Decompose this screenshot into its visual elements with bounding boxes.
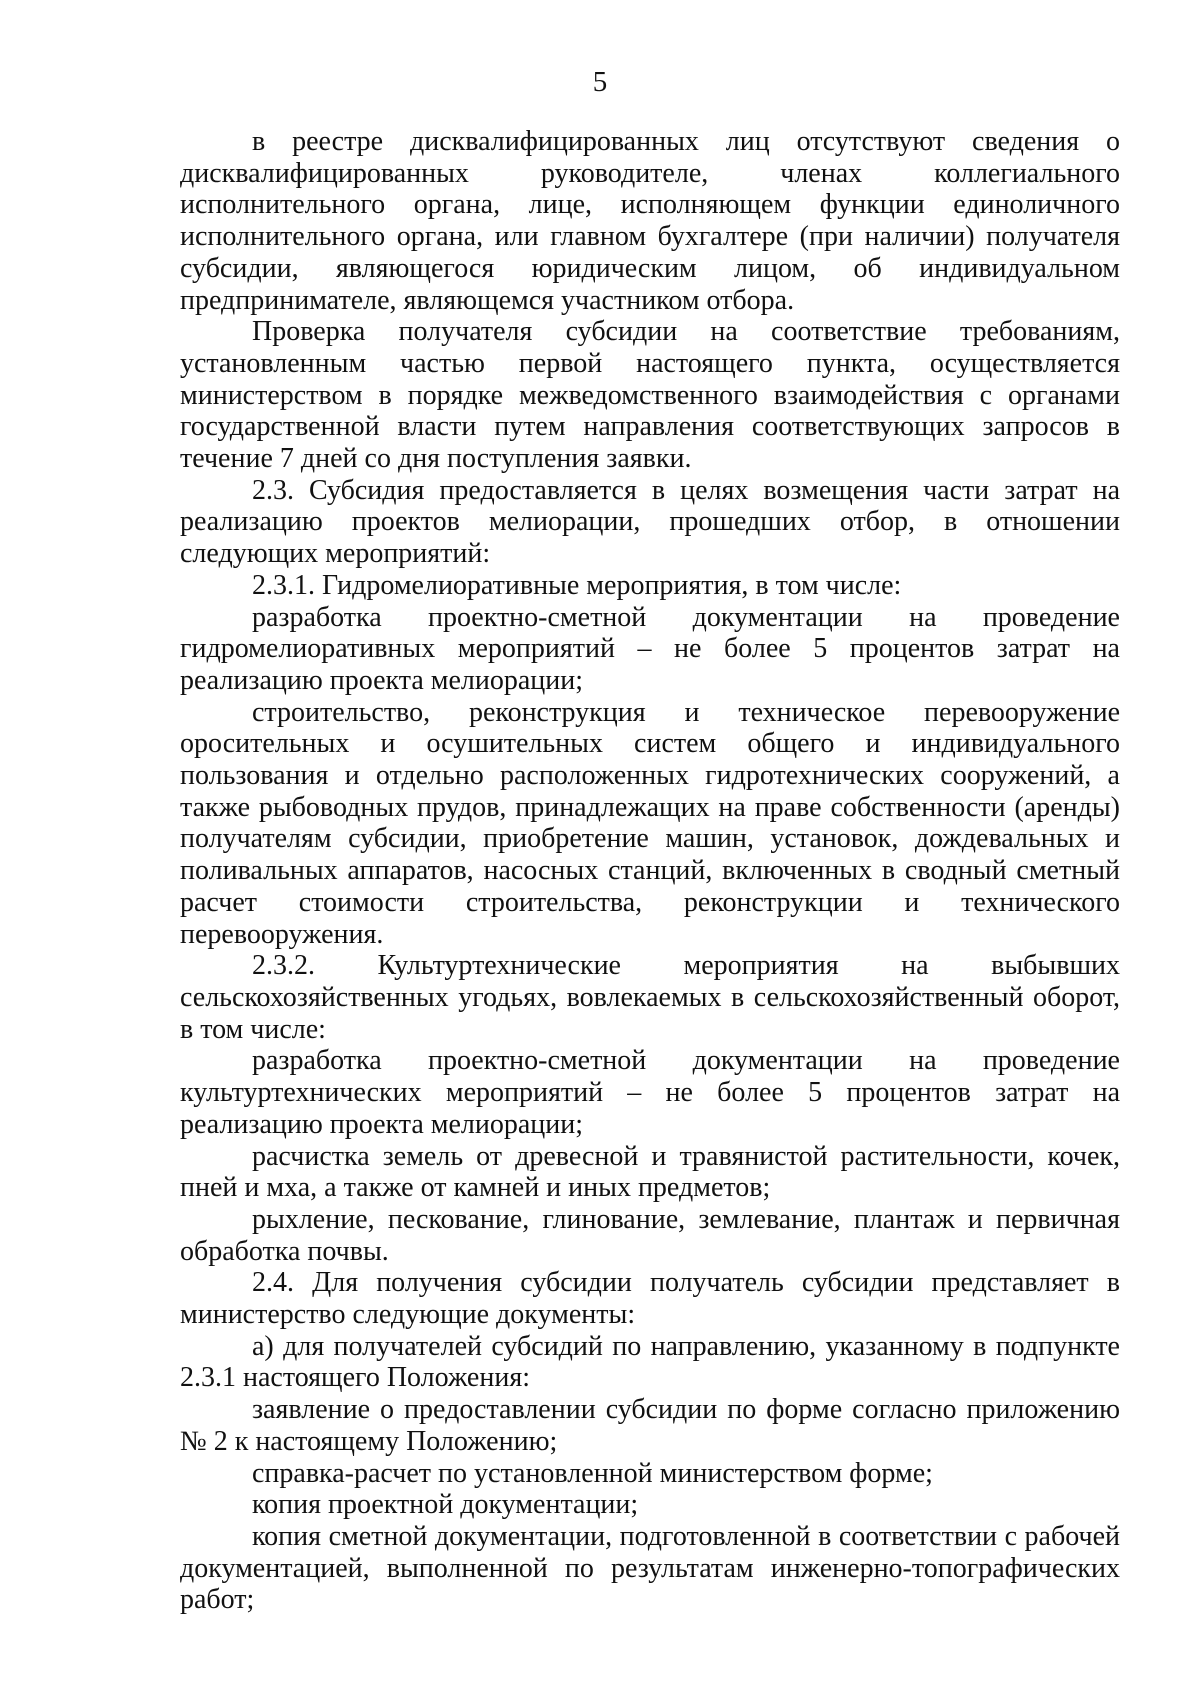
- paragraph-construction: строительство, реконструкция и техническое перевооружение оросительных и осушительных систем общего и индивидуального пользования и отдельно расположенных гидротехнических сооружений, а также рыбоводных прудов, принадлежащих на праве собственности (аренды) получателям субсидии, приобретение машин, установок, дождевальных и поливальных аппаратов, насосных станций, включенных в сводный сметный расчет стоимости строительства, реконструкции и технического перевооружения.: [180, 696, 1120, 950]
- paragraph-estimate-docs: копия сметной документации, подготовленной в соответствии с рабочей документацией, выполненной по результатам инженерно-топографических работ;: [180, 1520, 1120, 1616]
- paragraph-item-a: а) для получателей субсидий по направлению, указанному в подпункте 2.3.1 настоящего Положения:: [180, 1330, 1120, 1394]
- paragraph-design-docs-culture: разработка проектно-сметной документации на проведение культуртехнических мероприятий – не более 5 процентов затрат на реализацию проекта мелиорации;: [180, 1045, 1120, 1140]
- paragraph-2-3: 2.3. Субсидия предоставляется в целях возмещения части затрат на реализацию проектов мелиорации, прошедших отбор, в отношении следующих мероприятий:: [180, 474, 1120, 570]
- paragraph-2-4: 2.4. Для получения субсидии получатель субсидии представляет в министерство следующие документы:: [180, 1267, 1120, 1331]
- paragraph-project-docs: копия проектной документации;: [252, 1489, 639, 1521]
- paragraph-recipient-check: Проверка получателя субсидии на соответствие требованиям, установленным частью первой настоящего пункта, осуществляется министерством в порядке межведомственного взаимодействия с органами государственной власти путем направления соответствующих запросов в течение 7 дней со дня поступления заявки.: [180, 316, 1120, 475]
- paragraph-disqualified-registry: в реестре дисквалифицированных лиц отсутствуют сведения о дисквалифицированных руководителе, членах коллегиального исполнительного органа, лице, исполняющем функции единоличного исполнительного органа, или главном бухгалтере (при наличии) получателя субсидии, являющегося юридическим лицом, об индивидуальном предпринимателе, являющемся участником отбора.: [180, 126, 1120, 316]
- paragraph-design-docs-hydro: разработка проектно-сметной документации на проведение гидромелиоративных мероприятий – не более 5 процентов затрат на реализацию проекта мелиорации;: [180, 601, 1120, 696]
- paragraph-2-3-2: 2.3.2. Культуртехнические мероприятия на выбывших сельскохозяйственных угодьях, вовлекаемых в сельскохозяйственный оборот, в том числе:: [180, 950, 1120, 1045]
- page-number: 5: [592, 66, 608, 98]
- paragraph-soil-treatment: рыхление, пескование, глинование, землевание, плантаж и первичная обработка почвы.: [180, 1203, 1120, 1267]
- paragraph-2-3-1: 2.3.1. Гидромелиоративные мероприятия, в том числе:: [252, 569, 902, 601]
- paragraph-calculation: справка-расчет по установленной министерством форме;: [252, 1457, 933, 1489]
- paragraph-land-clearing: расчистка земель от древесной и травянистой растительности, кочек, пней и мха, а также от камней и иных предметов;: [180, 1140, 1120, 1204]
- paragraph-application: заявление о предоставлении субсидии по форме согласно приложению № 2 к настоящему Положению;: [180, 1394, 1120, 1457]
- document-body: [180, 126, 1120, 1616]
